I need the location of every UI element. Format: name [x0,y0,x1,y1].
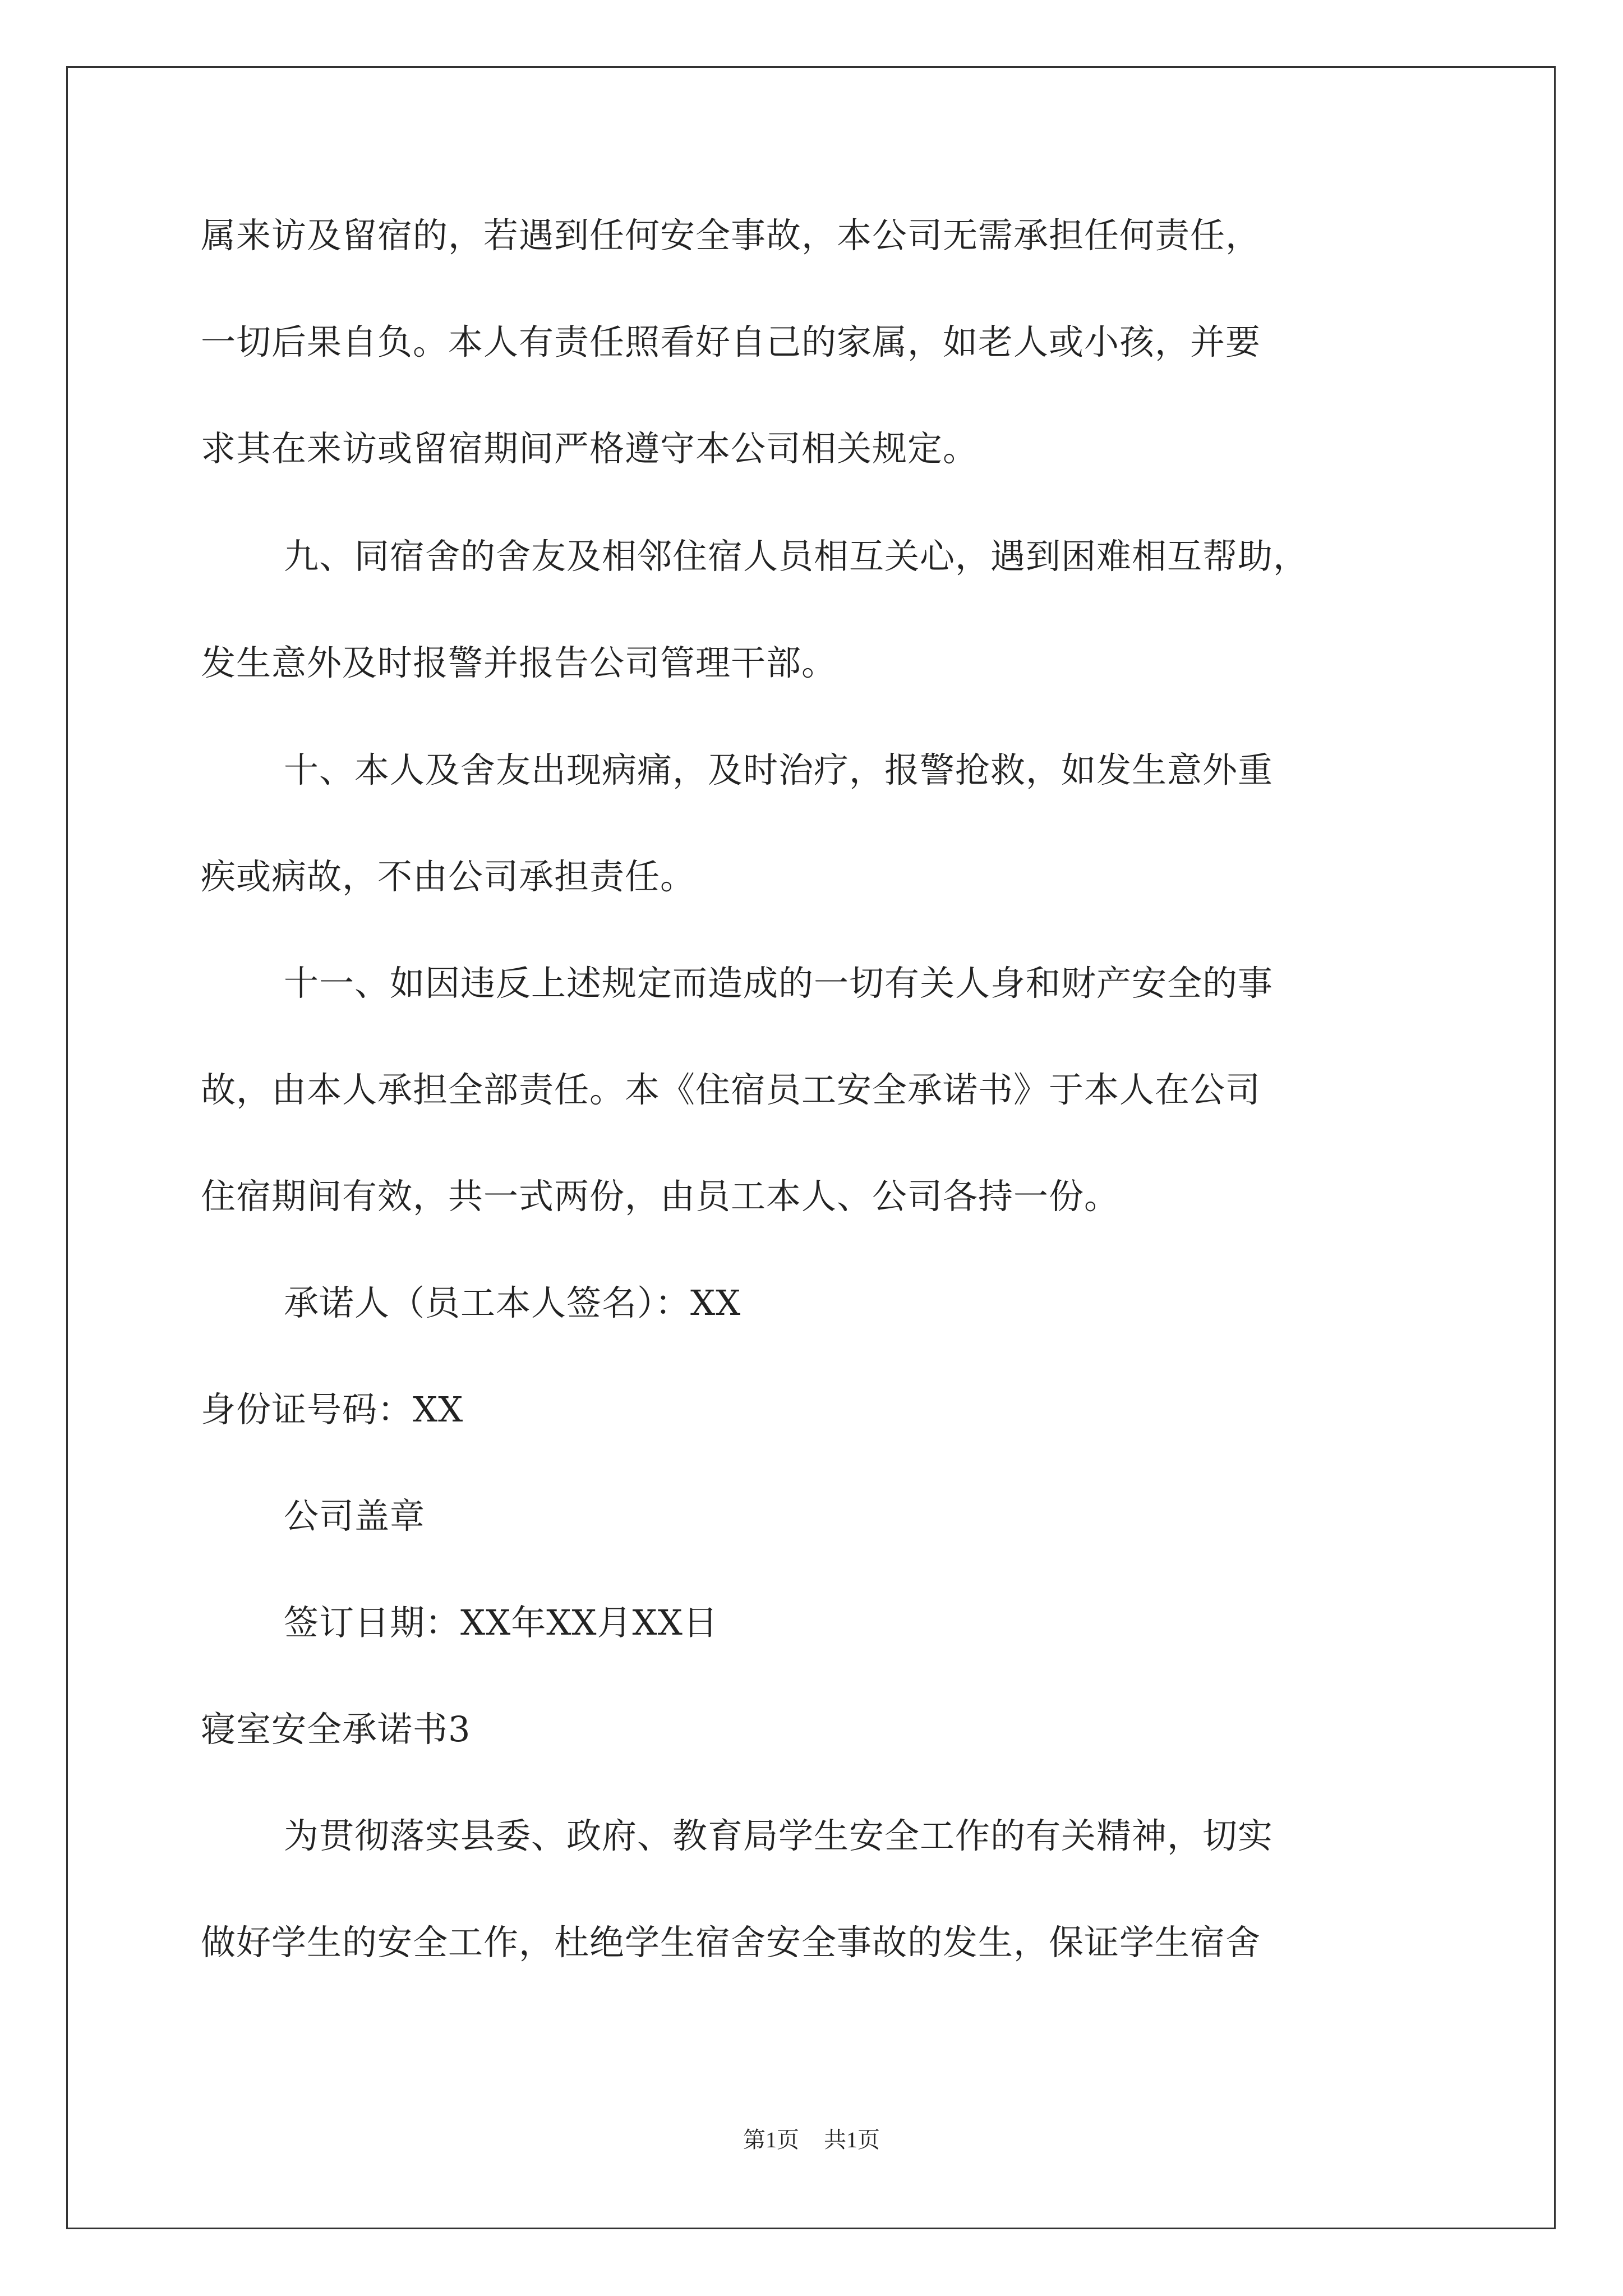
text-line-4: 九、同宿舍的舍友及相邻住宿人员相互关心，遇到困难相互帮助， [284,536,1309,577]
section-heading: 寝室安全承诺书3 [201,1709,471,1750]
text-line-2: 一切后果自负。本人有责任照看好自己的家属，如老人或小孩，并要 [201,321,1261,362]
text-line-17: 做好学生的安全工作，杜绝学生宿舍安全事故的发生，保证学生宿舍 [201,1922,1261,1963]
text-line-6: 十、本人及舍友出现病痛，及时治疗，报警抢救，如发生意外重 [284,749,1274,790]
text-line-5: 发生意外及时报警并报告公司管理干部。 [201,642,837,683]
text-line-8: 十一、如因违反上述规定而造成的一切有关人身和财产安全的事 [284,963,1274,1004]
page-number: 第1页 [743,2127,799,2152]
company-seal-line: 公司盖章 [284,1496,426,1536]
text-line-9: 故，由本人承担全部责任。本《住宿员工安全承诺书》于本人在公司 [201,1069,1261,1110]
page-footer [0,2126,1623,2154]
id-number-line: 身份证号码：XX [201,1389,464,1430]
text-line-1: 属来访及留宿的，若遇到任何安全事故，本公司无需承担任何责任， [201,215,1261,256]
page-border [66,66,1556,2229]
text-line-7: 疾或病故，不由公司承担责任。 [201,856,696,897]
text-line-16: 为贯彻落实县委、政府、教育局学生安全工作的有关精神，切实 [284,1815,1274,1856]
text-line-3: 求其在来访或留宿期间严格遵守本公司相关规定。 [201,428,979,469]
text-line-10: 住宿期间有效，共一式两份，由员工本人、公司各持一份。 [201,1176,1120,1217]
signer-line: 承诺人（员工本人签名）：XX [284,1282,741,1323]
page-total: 共1页 [824,2127,880,2152]
sign-date-line: 签订日期：XX年XX月XX日 [284,1602,718,1643]
